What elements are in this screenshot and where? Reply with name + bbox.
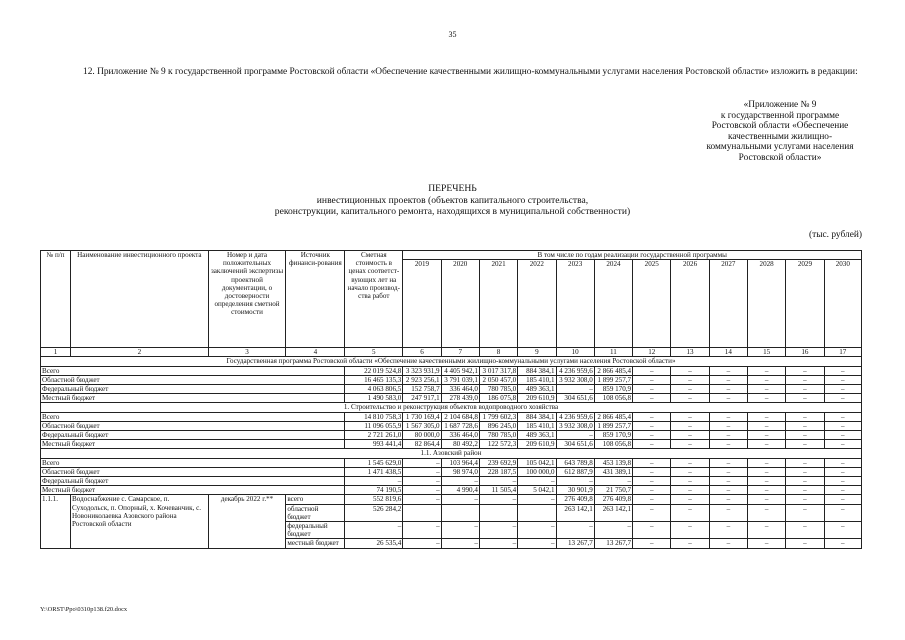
cell-year: 780 785,0 — [479, 431, 517, 440]
project-num: 1.1.1. — [41, 495, 71, 548]
cell-year: – — [786, 458, 824, 467]
cell-year: – — [824, 522, 861, 539]
cell-year: 3 791 039,1 — [441, 375, 479, 384]
cell-year: – — [786, 522, 824, 539]
cell-year: 336 464,0 — [441, 385, 479, 394]
cell-total: 526 284,2 — [345, 504, 403, 521]
cell-year: 3 932 308,0 — [556, 421, 594, 430]
cell-year: 612 887,9 — [556, 467, 594, 476]
cell-year: – — [633, 539, 671, 548]
cell-year: 2 866 485,4 — [594, 412, 632, 421]
cell-total: 4 063 806,5 — [345, 385, 403, 394]
cell-year: 80 000,0 — [403, 431, 441, 440]
cell-year: – — [709, 467, 747, 476]
cell-year: – — [633, 504, 671, 521]
cell-year: – — [709, 421, 747, 430]
project-source: федеральный бюджет — [286, 522, 345, 539]
cell-year: – — [633, 486, 671, 495]
cell-year: – — [709, 431, 747, 440]
row-label: Всего — [41, 366, 345, 375]
cell-year: – — [709, 486, 747, 495]
table-row — [41, 467, 862, 476]
row-label: Всего — [41, 458, 345, 467]
row-label: Местный бюджет — [41, 440, 345, 449]
table-row — [41, 421, 862, 430]
cell-year: – — [709, 495, 747, 504]
col-number: 1 — [41, 348, 71, 357]
cell-year — [403, 504, 441, 521]
cell-year: – — [824, 467, 861, 476]
cell-year: – — [594, 522, 632, 539]
table-row — [41, 412, 862, 421]
cell-year: 13 267,7 — [594, 539, 632, 548]
cell-year: 1 687 728,6 — [441, 421, 479, 430]
cell-year: – — [786, 385, 824, 394]
row-label: Федеральный бюджет — [41, 431, 345, 440]
cell-year: 209 610,9 — [518, 394, 556, 403]
cell-year: – — [709, 477, 747, 486]
cell-year: – — [671, 412, 709, 421]
cell-year: – — [556, 477, 594, 486]
cell-year: – — [403, 486, 441, 495]
col-number: 9 — [518, 348, 556, 357]
cell-year: – — [403, 458, 441, 467]
appendix-line: качественными жилищно- — [727, 131, 833, 142]
cell-year: – — [403, 539, 441, 548]
cell-year: 185 410,1 — [518, 421, 556, 430]
cell-year: – — [747, 467, 785, 476]
header-source: Источник финанси-рования — [286, 251, 345, 348]
col-number: 6 — [403, 348, 441, 357]
cell-year: 152 758,7 — [403, 385, 441, 394]
cell-year: – — [786, 467, 824, 476]
header-name: Наименование инвестиционного проекта — [71, 251, 209, 348]
cell-total: 26 535,4 — [345, 539, 403, 548]
year-header: 2026 — [671, 260, 709, 348]
cell-year: 1 567 305,0 — [403, 421, 441, 430]
cell-year: 304 651,6 — [556, 394, 594, 403]
cell-year: – — [747, 458, 785, 467]
cell-year: – — [709, 504, 747, 521]
year-header: 2027 — [709, 260, 747, 348]
year-header: 2030 — [824, 260, 861, 348]
cell-total: 1 490 583,0 — [345, 394, 403, 403]
project-source: всего — [286, 495, 345, 504]
cell-year: 4 236 959,6 — [556, 412, 594, 421]
cell-year: – — [786, 539, 824, 548]
row-label: Федеральный бюджет — [41, 477, 345, 486]
col-number: 2 — [71, 348, 209, 357]
cell-year: – — [441, 477, 479, 486]
col-number: 8 — [479, 348, 517, 357]
col-number: 3 — [208, 348, 286, 357]
cell-total: 552 819,6 — [345, 495, 403, 504]
cell-year: – — [671, 375, 709, 384]
header-estimate: Сметная стоимость в ценах соответст-вующих лет на начало производ-ства работ — [345, 251, 403, 348]
cell-year: 1 799 602,3 — [479, 412, 517, 421]
cell-year: – — [824, 495, 861, 504]
title-line: инвестиционных проектов (объектов капитального строительства, — [316, 194, 589, 206]
cell-year: – — [671, 467, 709, 476]
row-label: Местный бюджет — [41, 486, 345, 495]
cell-year: – — [824, 539, 861, 548]
cell-year: 884 384,1 — [518, 366, 556, 375]
cell-year: 108 056,8 — [594, 394, 632, 403]
cell-year: 489 363,1 — [518, 431, 556, 440]
cell-year: – — [786, 486, 824, 495]
cell-year: 186 075,8 — [479, 394, 517, 403]
units-label: (тыс. рублей) — [808, 230, 862, 240]
cell-year: – — [709, 375, 747, 384]
cell-year: – — [824, 486, 861, 495]
cell-year: – — [403, 467, 441, 476]
cell-year: – — [747, 522, 785, 539]
cell-year: – — [824, 440, 861, 449]
cell-year: – — [633, 394, 671, 403]
cell-year: 13 267,7 — [556, 539, 594, 548]
project-source: областной бюджет — [286, 504, 345, 521]
cell-year: – — [633, 412, 671, 421]
project-expertise: декабрь 2022 г.** — [208, 495, 286, 548]
table-row — [41, 366, 862, 375]
cell-total: 2 721 261,0 — [345, 431, 403, 440]
cell-year: – — [824, 504, 861, 521]
cell-year: – — [824, 477, 861, 486]
cell-year: – — [824, 394, 861, 403]
cell-total: 1 471 438,5 — [345, 467, 403, 476]
cell-year: – — [786, 440, 824, 449]
cell-year: 82 864,4 — [403, 440, 441, 449]
cell-year: – — [671, 421, 709, 430]
cell-year: – — [824, 421, 861, 430]
cell-year: – — [747, 495, 785, 504]
cell-year: 453 139,8 — [594, 458, 632, 467]
cell-year: – — [518, 495, 556, 504]
table-row — [41, 458, 862, 467]
section-row: 1. Строительство и реконструкция объектов водопроводного хозяйства — [41, 403, 862, 412]
cell-year: – — [479, 477, 517, 486]
cell-year: 80 492,2 — [441, 440, 479, 449]
col-number: 5 — [345, 348, 403, 357]
cell-year: 5 042,1 — [518, 486, 556, 495]
cell-year: 2 104 684,8 — [441, 412, 479, 421]
cell-year: – — [556, 522, 594, 539]
section-row-wrap — [41, 449, 862, 458]
cell-year: 336 464,0 — [441, 431, 479, 440]
cell-year: – — [441, 495, 479, 504]
cell-year: 896 245,0 — [479, 421, 517, 430]
cell-year: 1 899 257,7 — [594, 375, 632, 384]
cell-year: – — [671, 495, 709, 504]
cell-year: – — [747, 431, 785, 440]
cell-year: – — [671, 477, 709, 486]
cell-year: – — [403, 495, 441, 504]
cell-year: – — [709, 458, 747, 467]
cell-year: – — [671, 522, 709, 539]
cell-year: – — [633, 440, 671, 449]
cell-year: 4 405 942,1 — [441, 366, 479, 375]
cell-year: – — [441, 539, 479, 548]
cell-year: 21 750,7 — [594, 486, 632, 495]
investment-projects-table — [40, 250, 862, 549]
cell-year: – — [671, 385, 709, 394]
cell-total: 22 019 524,8 — [345, 366, 403, 375]
year-header: 2029 — [786, 260, 824, 348]
cell-year: – — [671, 394, 709, 403]
cell-year: – — [824, 412, 861, 421]
cell-year: – — [518, 522, 556, 539]
intro-paragraph: 12. Приложение № 9 к государственной программе Ростовской области «Обеспечение качественными жилищно-коммунальными услугами населения Ростовской области» изложить в редакции: — [83, 67, 858, 77]
title-line: реконструкции, капитального ремонта, находящихся в муниципальной собственности) — [274, 206, 631, 217]
section-row: 1.1. Азовский район — [41, 449, 862, 458]
cell-year: – — [403, 522, 441, 539]
cell-year: – — [824, 375, 861, 384]
col-number: 13 — [671, 348, 709, 357]
table-row — [41, 477, 862, 486]
section-row: Государственная программа Ростовской области «Обеспечение качественными жилищно-коммунальными услугами населения Ростовской области» — [41, 357, 862, 366]
cell-year: 3 932 308,0 — [556, 375, 594, 384]
cell-year: 263 142,1 — [556, 504, 594, 521]
cell-year: 239 692,9 — [479, 458, 517, 467]
col-number: 14 — [709, 348, 747, 357]
appendix-line: «Приложение № 9 — [743, 100, 817, 110]
cell-year: 30 901,9 — [556, 486, 594, 495]
cell-year: – — [709, 394, 747, 403]
project-row — [41, 495, 862, 504]
cell-year: – — [786, 495, 824, 504]
header-expertise: Номер и дата положительных заключений экспертизы проектной документации, о достоверности определения сметной стоимости — [208, 251, 286, 348]
cell-year: – — [786, 504, 824, 521]
cell-year: 122 572,3 — [479, 440, 517, 449]
cell-year: 859 170,9 — [594, 385, 632, 394]
col-number: 10 — [556, 348, 594, 357]
row-label: Федеральный бюджет — [41, 385, 345, 394]
cell-year: 228 187,5 — [479, 467, 517, 476]
cell-year: – — [747, 421, 785, 430]
cell-year — [518, 504, 556, 521]
cell-year: 98 974,0 — [441, 467, 479, 476]
table-row — [41, 486, 862, 495]
appendix-line: Ростовской области «Обеспечение — [711, 121, 849, 132]
cell-total: 993 441,4 — [345, 440, 403, 449]
cell-total: 11 096 055,9 — [345, 421, 403, 430]
cell-year: – — [518, 477, 556, 486]
cell-year: 304 651,6 — [556, 440, 594, 449]
cell-year: – — [786, 375, 824, 384]
cell-year: – — [479, 495, 517, 504]
cell-year: 4 236 959,6 — [556, 366, 594, 375]
header-years-group: В том числе по годам реализации государственной программы — [403, 251, 862, 260]
cell-year: 1 899 257,7 — [594, 421, 632, 430]
year-header: 2028 — [747, 260, 785, 348]
cell-year: – — [633, 366, 671, 375]
cell-year: – — [633, 477, 671, 486]
year-header: 2019 — [403, 260, 441, 348]
appendix-line: коммунальными услугами населения — [706, 142, 854, 153]
cell-year: – — [633, 375, 671, 384]
cell-year: – — [556, 385, 594, 394]
cell-year: – — [671, 539, 709, 548]
row-label: Областной бюджет — [41, 375, 345, 384]
cell-year: – — [709, 412, 747, 421]
cell-year: – — [633, 431, 671, 440]
cell-year: – — [747, 440, 785, 449]
cell-year: – — [824, 458, 861, 467]
page-number: 35 — [448, 30, 457, 39]
cell-year: – — [747, 412, 785, 421]
cell-year: – — [709, 539, 747, 548]
cell-year: – — [709, 522, 747, 539]
year-header: 2022 — [518, 260, 556, 348]
cell-year: 643 789,8 — [556, 458, 594, 467]
cell-year: – — [747, 539, 785, 548]
year-header: 2025 — [633, 260, 671, 348]
cell-year: – — [633, 467, 671, 476]
table-row — [41, 431, 862, 440]
cell-year: – — [633, 421, 671, 430]
project-name: Водоснабжение с. Самарское, п. Суходольск, п. Опорный, х. Кочеванчик, с. Новониколаевка Азовского района Ростовской области — [71, 495, 209, 548]
cell-year: – — [747, 394, 785, 403]
cell-year: 3 017 317,8 — [479, 366, 517, 375]
document-title — [150, 183, 755, 218]
cell-year: 185 410,1 — [518, 375, 556, 384]
cell-year: – — [786, 477, 824, 486]
cell-year: – — [747, 477, 785, 486]
col-number: 7 — [441, 348, 479, 357]
year-header: 2024 — [594, 260, 632, 348]
cell-year: 1 730 169,4 — [403, 412, 441, 421]
cell-year: 103 964,4 — [441, 458, 479, 467]
cell-year — [479, 504, 517, 521]
cell-year: – — [786, 412, 824, 421]
cell-year: – — [479, 539, 517, 548]
cell-year: – — [633, 385, 671, 394]
col-number: 4 — [286, 348, 345, 357]
year-header: 2023 — [556, 260, 594, 348]
cell-year: 105 042,1 — [518, 458, 556, 467]
cell-year: – — [671, 504, 709, 521]
cell-year: 11 505,4 — [479, 486, 517, 495]
cell-year: – — [824, 366, 861, 375]
cell-year: – — [709, 366, 747, 375]
col-number: 16 — [786, 348, 824, 357]
cell-year: 247 917,1 — [403, 394, 441, 403]
row-label: Всего — [41, 412, 345, 421]
table-row — [41, 394, 862, 403]
cell-year: 263 142,1 — [594, 504, 632, 521]
cell-total: 1 545 629,0 — [345, 458, 403, 467]
cell-year: – — [671, 431, 709, 440]
table-row — [41, 440, 862, 449]
cell-year: 3 323 931,9 — [403, 366, 441, 375]
cell-year: 108 056,8 — [594, 440, 632, 449]
cell-year: – — [709, 385, 747, 394]
cell-year: 2 050 457,0 — [479, 375, 517, 384]
cell-total: – — [345, 477, 403, 486]
cell-year: – — [633, 522, 671, 539]
cell-year: – — [441, 522, 479, 539]
table-row — [41, 375, 862, 384]
appendix-block — [680, 100, 880, 164]
cell-year: – — [747, 486, 785, 495]
cell-year: – — [786, 421, 824, 430]
cell-year: – — [786, 366, 824, 375]
project-source: местный бюджет — [286, 539, 345, 548]
year-header: 2020 — [441, 260, 479, 348]
cell-year: – — [633, 495, 671, 504]
cell-year: – — [633, 458, 671, 467]
cell-year: 2 923 256,1 — [403, 375, 441, 384]
cell-year: – — [671, 440, 709, 449]
cell-year: 2 866 485,4 — [594, 366, 632, 375]
cell-year: – — [747, 366, 785, 375]
cell-year: – — [747, 385, 785, 394]
file-path-footer: Y:\ORST\Ppo\0310p138.f20.docx — [40, 606, 128, 613]
cell-year: – — [518, 539, 556, 548]
cell-year: – — [786, 431, 824, 440]
col-number: 15 — [747, 348, 785, 357]
cell-year: – — [786, 394, 824, 403]
cell-total: – — [345, 522, 403, 539]
cell-year: – — [709, 440, 747, 449]
cell-total: 74 190,5 — [345, 486, 403, 495]
cell-year: – — [824, 385, 861, 394]
row-label: Местный бюджет — [41, 394, 345, 403]
cell-year: – — [671, 458, 709, 467]
col-number: 11 — [594, 348, 632, 357]
appendix-line: к государственной программе — [720, 110, 840, 121]
cell-year: – — [671, 486, 709, 495]
year-header: 2021 — [479, 260, 517, 348]
table-row — [41, 385, 862, 394]
row-label: Областной бюджет — [41, 421, 345, 430]
cell-year: – — [594, 477, 632, 486]
appendix-line: Ростовской области» — [738, 152, 822, 163]
cell-year: – — [747, 375, 785, 384]
cell-year: 859 170,9 — [594, 431, 632, 440]
cell-year: – — [671, 366, 709, 375]
cell-year: 780 785,0 — [479, 385, 517, 394]
col-number: 12 — [633, 348, 671, 357]
cell-year: 4 990,4 — [441, 486, 479, 495]
cell-total: 16 465 135,3 — [345, 375, 403, 384]
section-row-wrap — [41, 403, 862, 412]
cell-year: – — [479, 522, 517, 539]
header-num: № п/п — [41, 251, 71, 348]
col-number: 17 — [824, 348, 861, 357]
cell-year: 100 000,0 — [518, 467, 556, 476]
cell-year — [441, 504, 479, 521]
cell-year: 278 439,0 — [441, 394, 479, 403]
cell-total: 14 810 758,3 — [345, 412, 403, 421]
row-label: Областной бюджет — [41, 467, 345, 476]
cell-year: – — [403, 477, 441, 486]
cell-year: – — [556, 431, 594, 440]
cell-year: 489 363,1 — [518, 385, 556, 394]
cell-year: 276 409,8 — [556, 495, 594, 504]
cell-year: 209 610,9 — [518, 440, 556, 449]
cell-year: 884 384,1 — [518, 412, 556, 421]
cell-year: 431 389,1 — [594, 467, 632, 476]
cell-year: – — [747, 504, 785, 521]
cell-year: – — [824, 431, 861, 440]
cell-year: 276 409,8 — [594, 495, 632, 504]
title-heading: ПЕРЕЧЕНЬ — [428, 183, 477, 194]
